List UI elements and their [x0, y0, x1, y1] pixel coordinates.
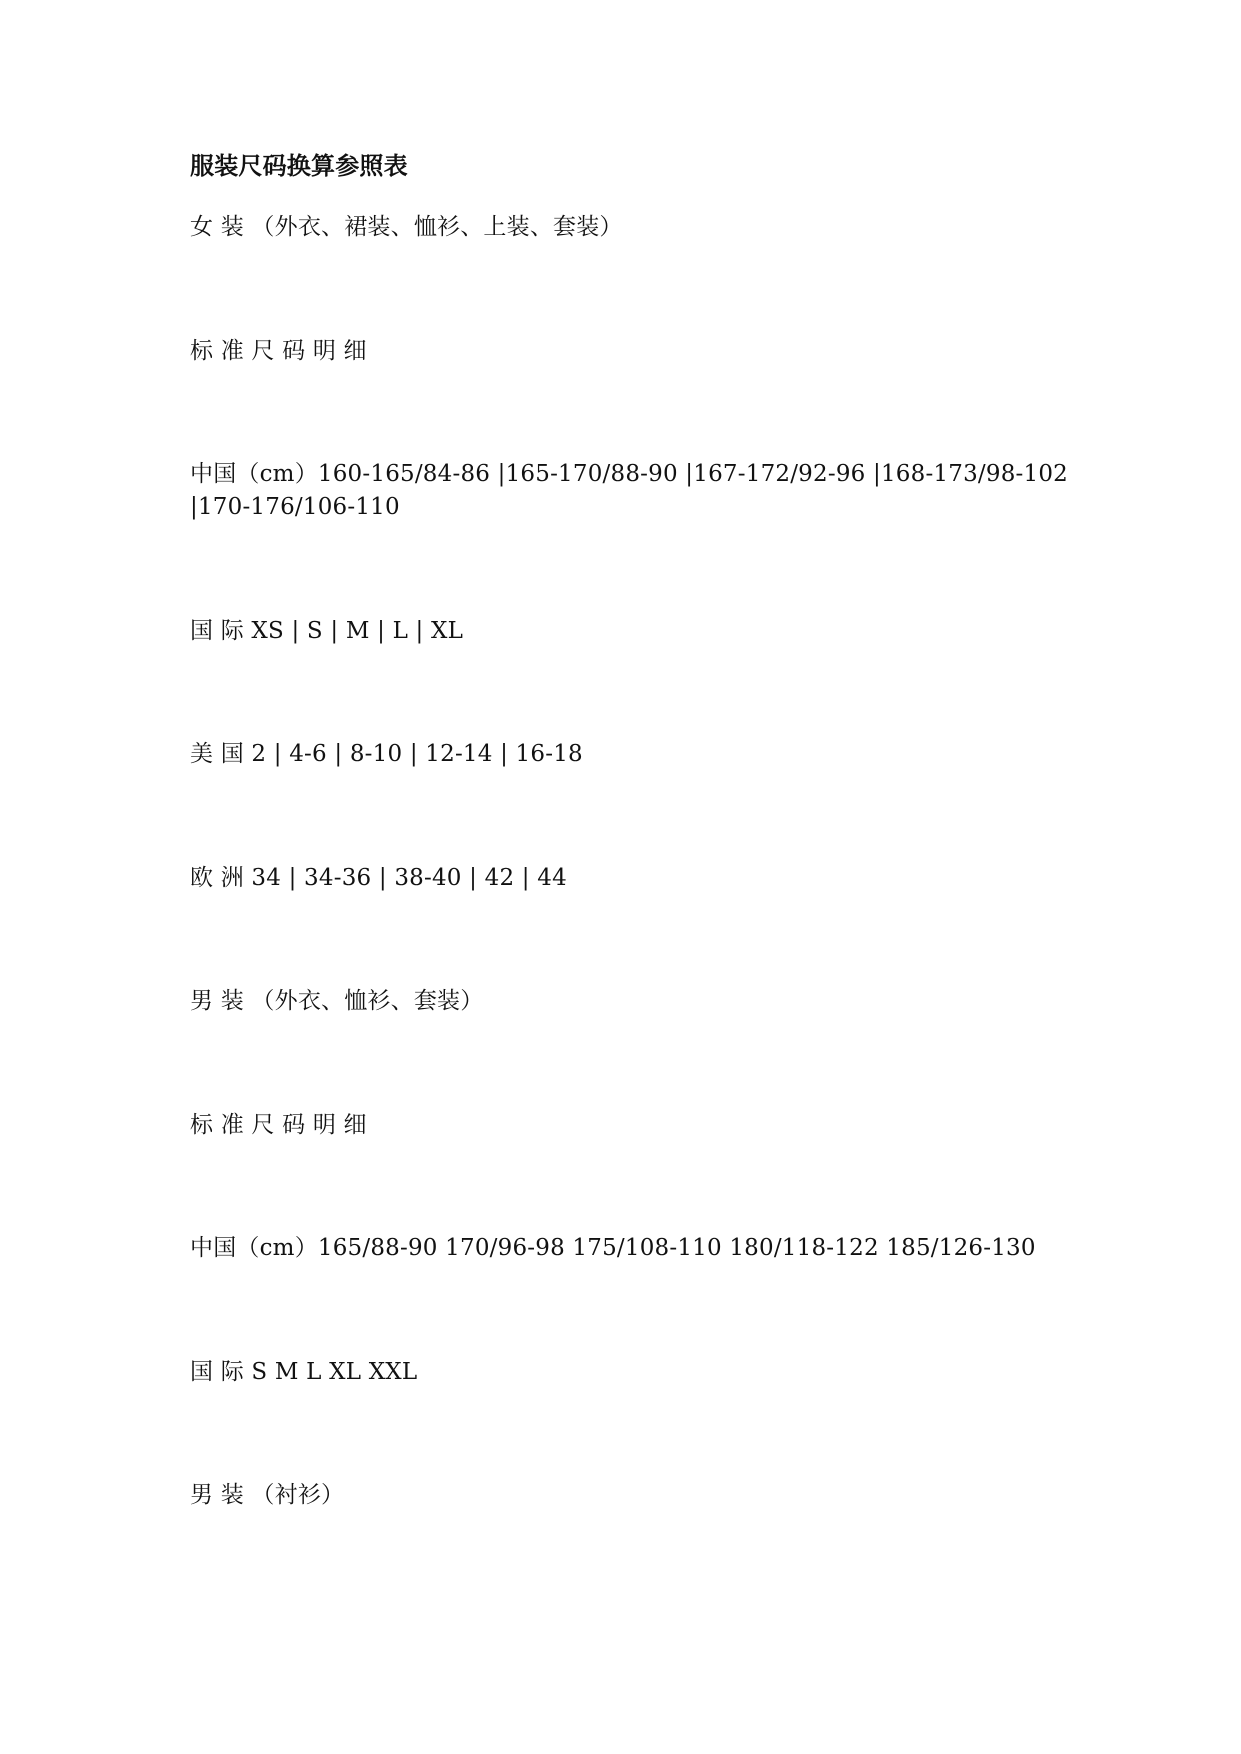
women-size-detail-heading: 标 准 尺 码 明 细: [190, 338, 367, 364]
women-international-sizes: 国 际 XS | S | M | L | XL: [190, 618, 464, 644]
men-china-sizes: 中国（cm）165/88-90 170/96-98 175/108-110 180/118-122 185/126-130: [190, 1235, 1036, 1261]
document-title: 服装尺码换算参照表: [190, 152, 408, 180]
men-size-detail-heading: 标 准 尺 码 明 细: [190, 1112, 367, 1138]
women-us-sizes: 美 国 2 | 4-6 | 8-10 | 12-14 | 16-18: [190, 741, 583, 767]
men-shirt-section-heading: 男 装 （衬衫）: [190, 1482, 345, 1508]
men-section-heading: 男 装 （外衣、恤衫、套装）: [190, 988, 484, 1014]
women-china-sizes-line-2: |170-176/106-110: [190, 494, 400, 520]
women-section-heading: 女 装 （外衣、裙装、恤衫、上装、套装）: [190, 214, 623, 240]
men-international-sizes: 国 际 S M L XL XXL: [190, 1359, 418, 1385]
women-eu-sizes: 欧 洲 34 | 34-36 | 38-40 | 42 | 44: [190, 865, 567, 891]
women-china-sizes-line-1: 中国（cm）160-165/84-86 |165-170/88-90 |167-172/92-96 |168-173/98-102: [190, 461, 1069, 487]
